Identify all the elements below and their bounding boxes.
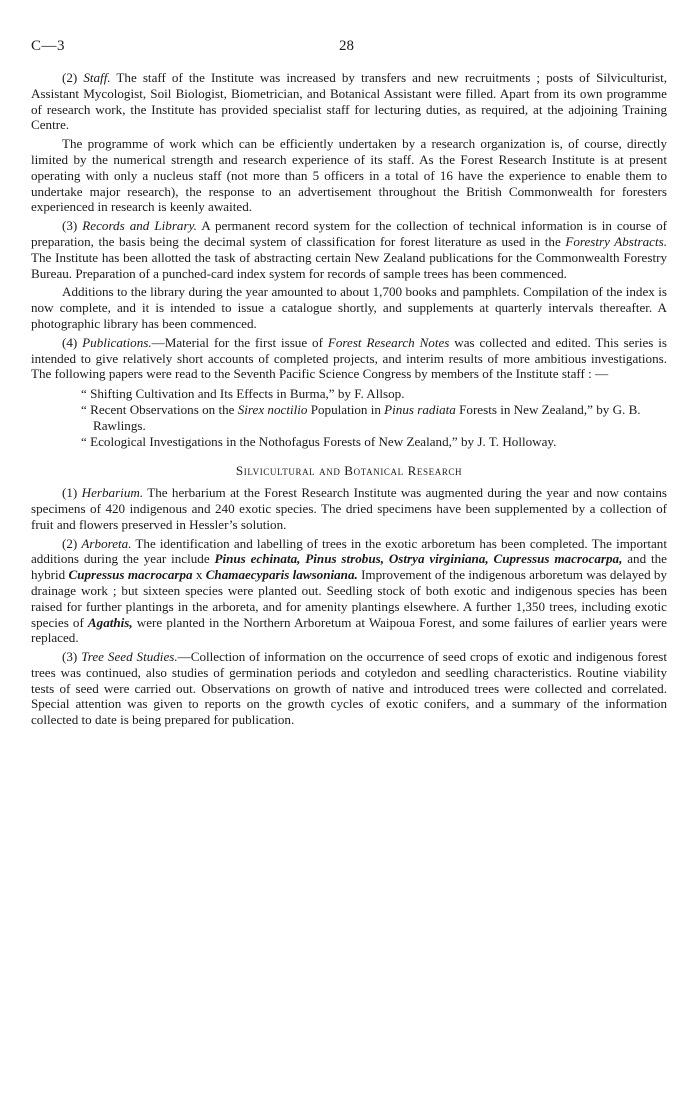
staff-heading: Staff. — [83, 70, 111, 85]
herbarium-paragraph — [31, 485, 667, 532]
records-text-b: The Institute has been allotted the task of abstracting certain New Zealand publications for the Commonwealth Forestry Bureau. Preparation of a punched-card index system for records of sample trees has been commenced. — [31, 249, 667, 281]
arboreta-heading: Arboreta. — [81, 535, 132, 551]
staff-text: The staff of the Institute was increased by transfers and new recruitments ; posts of Silviculturist, Assistant Mycologist, Soil Biologist, Biometrician, and Botanical Assistant were filled. Apart from its own programme of research work, the Institute has provided specialist staff for lecturing duties, as required, at the adjoining Training Centre. — [31, 70, 667, 133]
paper-title-2c: Forests in New Zealand,” by G. B. Rawlings. — [93, 401, 641, 433]
arboreta-text-d: were planted in the Northern Arboretum at Waipoua Forest, and some failures of earlier years were replaced. — [31, 614, 667, 646]
species-name: Cupressus macrocarpa, — [493, 551, 623, 567]
paper-title-2b: Population in — [307, 401, 385, 417]
forest-research-notes-title: Forest Research Notes — [327, 334, 450, 350]
pinus-radiata-name: Pinus radiata — [384, 401, 456, 417]
arboreta-number: (2) — [62, 535, 82, 551]
section-heading: Silvicultural and Botanical Research — [235, 463, 463, 479]
publications-text-a: —Material for the first issue of — [151, 334, 328, 350]
records-heading: Records and Library. — [82, 218, 197, 234]
seed-number: (3) — [62, 649, 82, 665]
paper-item — [31, 386, 667, 402]
species-name: Chamaecyparis lawsoniana. — [205, 567, 358, 583]
arboreta-text-c: Improvement of the indigenous arboretum was delayed by drainage work ; but sixteen species were planted out. Seedling stock of both exotic and indigenous species has been raised for further plantings in the arboreta, and for amenity plantings elsewhere. A further 1,350 trees, including exotic species of — [31, 567, 668, 630]
publications-paragraph — [31, 335, 667, 382]
document-body — [31, 70, 667, 728]
seed-studies-text: —Collection of information on the occurrence of seed crops of exotic and indigenous forest trees was continued, also studies of germination periods and cotyledon and seedling characteristics. Routine viability tests of seed were carried out. Observations on growth of native and introduced trees were collected and correlated. Special attention was given to reports on the growth cycles of exotic conifers, and a summary of the information collected to date is being prepared for publication. — [31, 649, 667, 728]
paper-item — [31, 434, 667, 450]
arboreta-text-b: and the hybrid — [31, 551, 667, 583]
herbarium-number: (1) — [62, 485, 82, 501]
paper-title-3: “ Ecological Investigations in the Nothofagus Forests of New Zealand,” by J. T. Holloway. — [81, 433, 557, 449]
species-name: Agathis, — [87, 614, 133, 630]
library-paragraph — [31, 284, 667, 331]
sirex-noctilio-name: Sirex noctilio — [237, 401, 308, 417]
papers-list — [31, 386, 667, 449]
paper-item — [31, 402, 667, 434]
paper-title-2a: “ Recent Observations on the — [81, 401, 238, 417]
paper-title-1: “ Shifting Cultivation and Its Effects in Burma,” by F. Allsop. — [81, 386, 405, 402]
species-name: Cupressus macrocarpa — [68, 567, 193, 583]
records-text-a: A permanent record system for the collection of technical information is in course of preparation, the basis being the decimal system of classification for forest literature as used in the — [31, 218, 667, 249]
species-name: Pinus echinata, — [214, 551, 301, 567]
arboreta-text-a: The identification and labelling of trees in the exotic arboretum has been completed. The important additions during the year include — [31, 535, 667, 567]
staff-number: (2) — [62, 70, 84, 85]
page-number: 28 — [339, 38, 354, 54]
publications-heading: Publications. — [82, 334, 152, 350]
publications-text-b: was collected and edited. This series is intended to give relatively short accounts of completed projects, and interim results of more ambitious investigations. The following papers were read to the Seventh Pacific Science Congress by members of the Institute staff : — — [31, 334, 667, 382]
records-number: (3) — [62, 218, 83, 234]
seed-studies-heading: Tree Seed Studies. — [81, 649, 178, 665]
seed-studies-paragraph — [31, 649, 667, 728]
staff-programme-paragraph — [31, 136, 667, 215]
species-name: Pinus strobus, — [305, 551, 384, 567]
forestry-abstracts-title: Forestry Abstracts. — [565, 233, 667, 249]
herbarium-heading: Herbarium. — [81, 485, 144, 501]
staff-paragraph — [31, 70, 667, 133]
arboreta-paragraph — [31, 536, 667, 647]
species-name: Ostrya virginiana, — [388, 551, 489, 567]
staff-programme-text: The programme of work which can be efficiently undertaken by a research organization is, of course, directly limited by the numerical strength and research experience of its staff. As the Forest Research Institute is at present operating with only a nucleus staff (not more than 5 officers in a total of 16 have the experience to enable them to undertake major research), the response to an advertisement throughout the British Commonwealth for foresters experienced in research is keenly awaited. — [31, 136, 667, 215]
page-reference: C—3 — [31, 38, 66, 54]
records-paragraph — [31, 218, 667, 281]
library-text: Additions to the library during the year amounted to about 1,700 books and pamphlets. Compilation of the index is now complete, and it is intended to issue a catalogue shortly, and supplements at quarterly intervals thereafter. A photographic library has been commenced. — [31, 284, 667, 331]
publications-number: (4) — [62, 334, 83, 350]
herbarium-text: The herbarium at the Forest Research Institute was augmented during the year and now contains specimens of 420 indigenous and 240 exotic species. The dried specimens have been supplemented by a collection of fruit and flowers preserved in Hessler’s solution. — [31, 485, 667, 532]
hybrid-cross: x — [192, 567, 206, 583]
